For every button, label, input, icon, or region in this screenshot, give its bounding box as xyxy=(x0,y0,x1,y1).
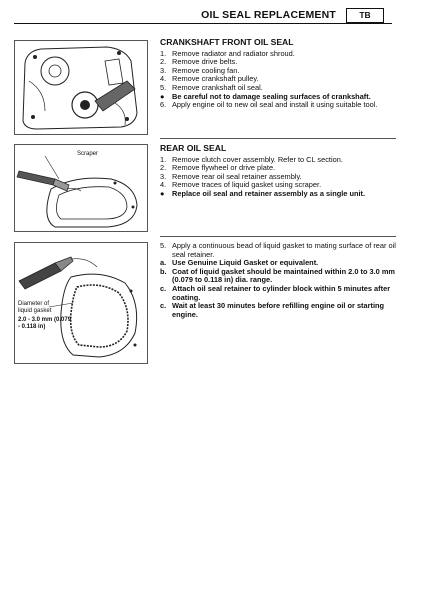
page-title: OIL SEAL REPLACEMENT xyxy=(201,9,336,21)
caution-item: ● Be careful not to damage sealing surfaces of crankshaft. xyxy=(160,91,371,101)
section-liquid-gasket xyxy=(160,242,396,319)
header-rule xyxy=(14,23,392,24)
engine-front-illustration xyxy=(15,41,147,134)
scraper-label: Scraper xyxy=(77,151,99,157)
section-rear-oil-seal xyxy=(160,144,396,199)
step-item: 5. Remove crankshaft oil seal. xyxy=(160,82,263,92)
section-divider xyxy=(160,236,396,237)
gasket-dimension-label: 2.0 - 3.0 mm (0.079 - 0.118 in) xyxy=(18,317,72,330)
section-divider xyxy=(160,138,396,139)
caution-item: a. Use Genuine Liquid Gasket or equivalent. xyxy=(160,258,319,268)
step-item: 1. Remove radiator and radiator shroud. xyxy=(160,48,295,58)
gasket-diameter-label: Diameter of liquid gasket xyxy=(18,301,52,314)
figure-liquid-gasket xyxy=(14,242,148,364)
step-item: 3. Remove rear oil seal retainer assembly. xyxy=(160,171,302,181)
retainer-scraper-illustration xyxy=(15,145,147,231)
step-item: 2. Remove drive belts. xyxy=(160,57,238,67)
step-item: 4. Remove traces of liquid gasket using scraper. xyxy=(160,180,322,190)
step-item: 1. Remove clutch cover assembly. Refer to CL section. xyxy=(160,154,343,164)
step-item: 6. Apply engine oil to new oil seal and install it using suitable tool. xyxy=(160,100,378,110)
step-item: 2. Remove flywheel or drive plate. xyxy=(160,163,276,173)
step-item: 3. Remove cooling fan. xyxy=(160,65,240,75)
section-crankshaft-front-oil-seal xyxy=(160,38,396,110)
caution-item: b. Coat of liquid gasket should be maintained within 2.0 to 3.0 mm (0.079 to 0.118 in) dia. range. xyxy=(160,266,395,285)
caution-item: c. Attach oil seal retainer to cylinder block within 5 minutes after coating. xyxy=(160,283,391,302)
page-header xyxy=(14,8,392,24)
caution-item: c. Wait at least 30 minutes before refilling engine oil or starting engine. xyxy=(160,301,385,319)
figure-scraper xyxy=(14,144,148,232)
section-title: REAR OIL SEAL xyxy=(160,143,227,153)
section-tag: TB xyxy=(346,8,384,23)
figure-front-oil-seal xyxy=(14,40,148,135)
step-item: 4. Remove crankshaft pulley. xyxy=(160,74,259,84)
step-item: 5. Apply a continuous bead of liquid gasket to mating surface of rear oil seal retainer. xyxy=(160,241,396,259)
caution-item: ● Replace oil seal and retainer assembly as a single unit. xyxy=(160,188,366,198)
section-title: CRANKSHAFT FRONT OIL SEAL xyxy=(160,37,294,47)
